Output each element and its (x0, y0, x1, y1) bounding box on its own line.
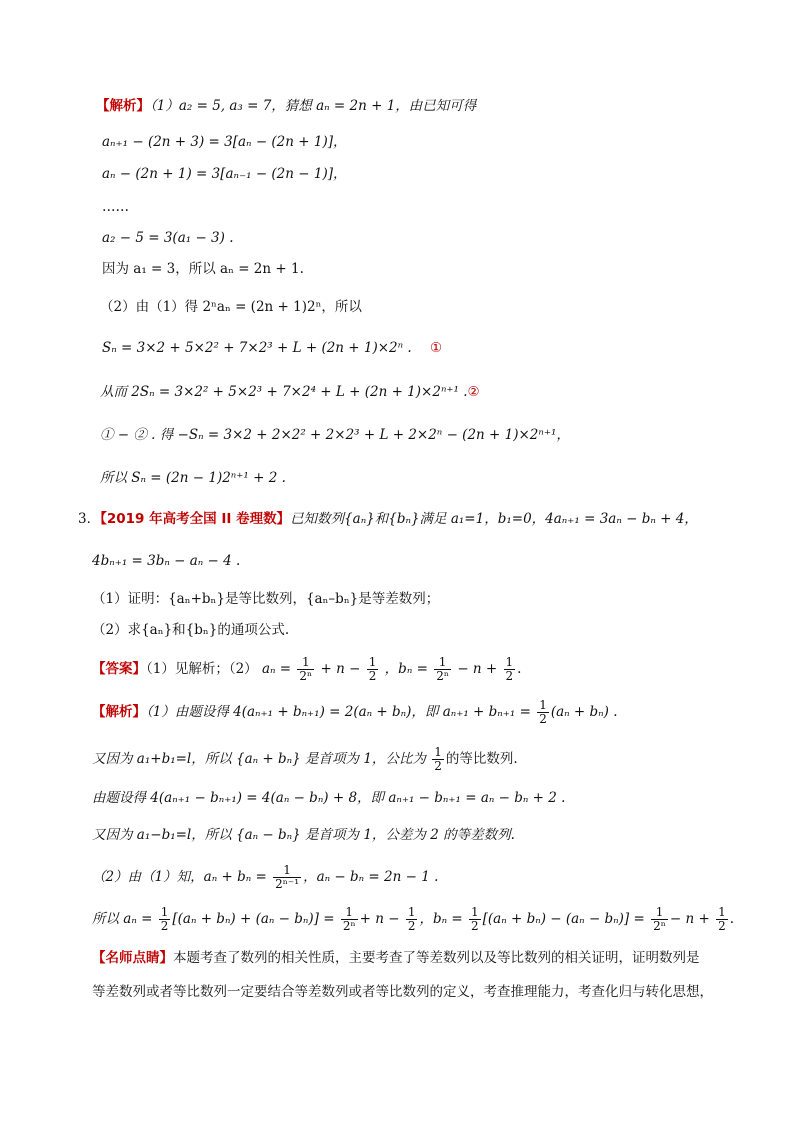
fraction: $\frac{1}{\text{2ⁿ⁻¹}}$ (275, 863, 300, 891)
answer-tag: 【答案】 (92, 661, 146, 677)
question-1: （1）证明：{aₙ+bₙ}是等比数列，{aₙ–bₙ}是等差数列； (92, 591, 440, 607)
fraction: $\frac{1}{\text{2ⁿ}}$ (299, 655, 313, 683)
solution-line-7: （2）由（1）得 2ⁿaₙ = (2n + 1)2ⁿ，所以 (100, 299, 362, 315)
equation-2-text: 从而 2Sₙ = 3×2² + 5×2³ + 7×2⁴ + L + (2n + 1)×2ⁿ⁺¹ . (100, 384, 468, 400)
analysis-step-5: （2）由（1）知，aₙ + bₙ = $\frac{1}{\text{2ⁿ⁻¹}}$ ，aₙ − bₙ = 2n − 1 . (92, 863, 439, 891)
fraction: $\frac{1}{2}$ (505, 655, 514, 683)
answer-text: （1）见解析；（2） (146, 661, 258, 677)
equation-1 (102, 338, 442, 358)
teacher-note-tag: 【名师点睛】 (92, 950, 173, 966)
circle-marker-1: ① (430, 340, 443, 356)
problem-stem-2: 4bₙ₊₁ = 3bₙ − aₙ − 4 . (92, 553, 241, 569)
solution-ellipsis: …… (102, 199, 129, 215)
teacher-note-line-2: 等差数列或者等比数列一定要结合等差数列或者等比数列的定义，考查推理能力，考查化归与转化思想， (92, 984, 713, 1000)
equation-subtract: ① − ② . 得 −Sₙ = 3×2 + 2×2² + 2×2³ + L + 2×2ⁿ − (2n + 1)×2ⁿ⁺¹， (100, 427, 570, 443)
circle-marker-2: ② (467, 384, 480, 400)
solution-conclusion: 所以 Sₙ = (2n − 1)2ⁿ⁺¹ + 2 . (100, 470, 286, 486)
solution-intro (96, 96, 476, 116)
solution-line-1: （1）a₂ = 5, a₃ = 7，猜想 aₙ = 2n + 1，由已知可得 (150, 98, 477, 114)
fraction: $\frac{1}{2}$ (718, 905, 726, 933)
solution-line-3: aₙ − (2n + 1) = 3[aₙ₋₁ − (2n − 1)]， (102, 166, 347, 182)
source-tag: 【2019 年高考全国 II 卷理数】 (100, 511, 291, 527)
fraction: $\frac{1}{\text{2ⁿ}}$ (653, 905, 666, 933)
fraction: $\frac{1}{2}$ (539, 698, 547, 726)
fraction: $\frac{1}{2}$ (407, 905, 416, 933)
problem-number: 3． (78, 511, 101, 527)
solution-line-5: a₂ − 5 = 3(a₁ − 3) . (102, 230, 234, 246)
analysis-tag: 【解析】 (96, 98, 150, 114)
teacher-note-line-1: 【名师点睛】本题考查了数列的相关性质，主要考查了等差数列以及等比数列的相关证明，证明数列是 (92, 950, 700, 966)
fraction: $\frac{1}{\text{2ⁿ}}$ (342, 905, 356, 933)
analysis-step-6: 所以 aₙ = $\frac{1}{2}$ [(aₙ + bₙ) + (aₙ − bₙ)] = $\frac{1}{\text{2ⁿ}}$ + n − $\frac{1}{2}$ ，bₙ = $\frac{1}{2}$ [(aₙ + bₙ) − (aₙ − bₙ)] = $\frac{1}{\text{2ⁿ}}$ − n + $\frac{1}{2}$ . (92, 905, 735, 933)
fraction: $\frac{1}{2}$ (160, 905, 169, 933)
fraction: $\frac{1}{2}$ (434, 745, 442, 773)
analysis-tag-2: 【解析】 (92, 704, 146, 720)
answer-line: 【答案】（1）见解析；（2） aₙ = $\frac{1}{\text{2ⁿ}}$ + n − $\frac{1}{2}$ ，bₙ = $\frac{1}{\text{2ⁿ}}$ − n + $\frac{1}{2}$ . (92, 655, 522, 683)
analysis-step-3: 由题设得 4(aₙ₊₁ − bₙ₊₁) = 4(aₙ − bₙ) + 8，即 aₙ₊₁ − bₙ₊₁ = aₙ − bₙ + 2 . (92, 790, 566, 806)
analysis-step-2: 又因为 a₁+b₁=l，所以 {aₙ + bₙ} 是首项为 1，公比为 $\frac{1}{2}$ 的等比数列. (92, 745, 518, 773)
equation-1-text: Sₙ = 3×2 + 5×2² + 7×2³ + L + (2n + 1)×2ⁿ . (102, 340, 412, 356)
fraction: $\frac{1}{\text{2ⁿ}}$ (436, 655, 450, 683)
question-2: （2）求{aₙ}和{bₙ}的通项公式. (92, 622, 290, 638)
analysis-step-1: 【解析】（1）由题设得 4(aₙ₊₁ + bₙ₊₁) = 2(aₙ + bₙ)，即 aₙ₊₁ + bₙ₊₁ = $\frac{1}{2}$ (aₙ + bₙ) . (92, 698, 618, 726)
problem-3-stem (78, 509, 698, 529)
solution-line-6: 因为 a₁ = 3，所以 aₙ = 2n + 1. (102, 261, 304, 277)
analysis-step-4: 又因为 a₁−b₁=l，所以 {aₙ − bₙ} 是首项为 1，公差为 2 的等差数列. (92, 827, 515, 843)
solution-line-2: aₙ₊₁ − (2n + 3) = 3[aₙ − (2n + 1)]， (102, 134, 347, 150)
fraction: $\frac{1}{2}$ (471, 905, 479, 933)
problem-stem-1: 已知数列{aₙ}和{bₙ}满足 a₁=1，b₁=0，4aₙ₊₁ = 3aₙ − bₙ + 4， (290, 511, 698, 527)
fraction: $\frac{1}{2}$ (368, 655, 377, 683)
equation-2 (100, 382, 480, 402)
